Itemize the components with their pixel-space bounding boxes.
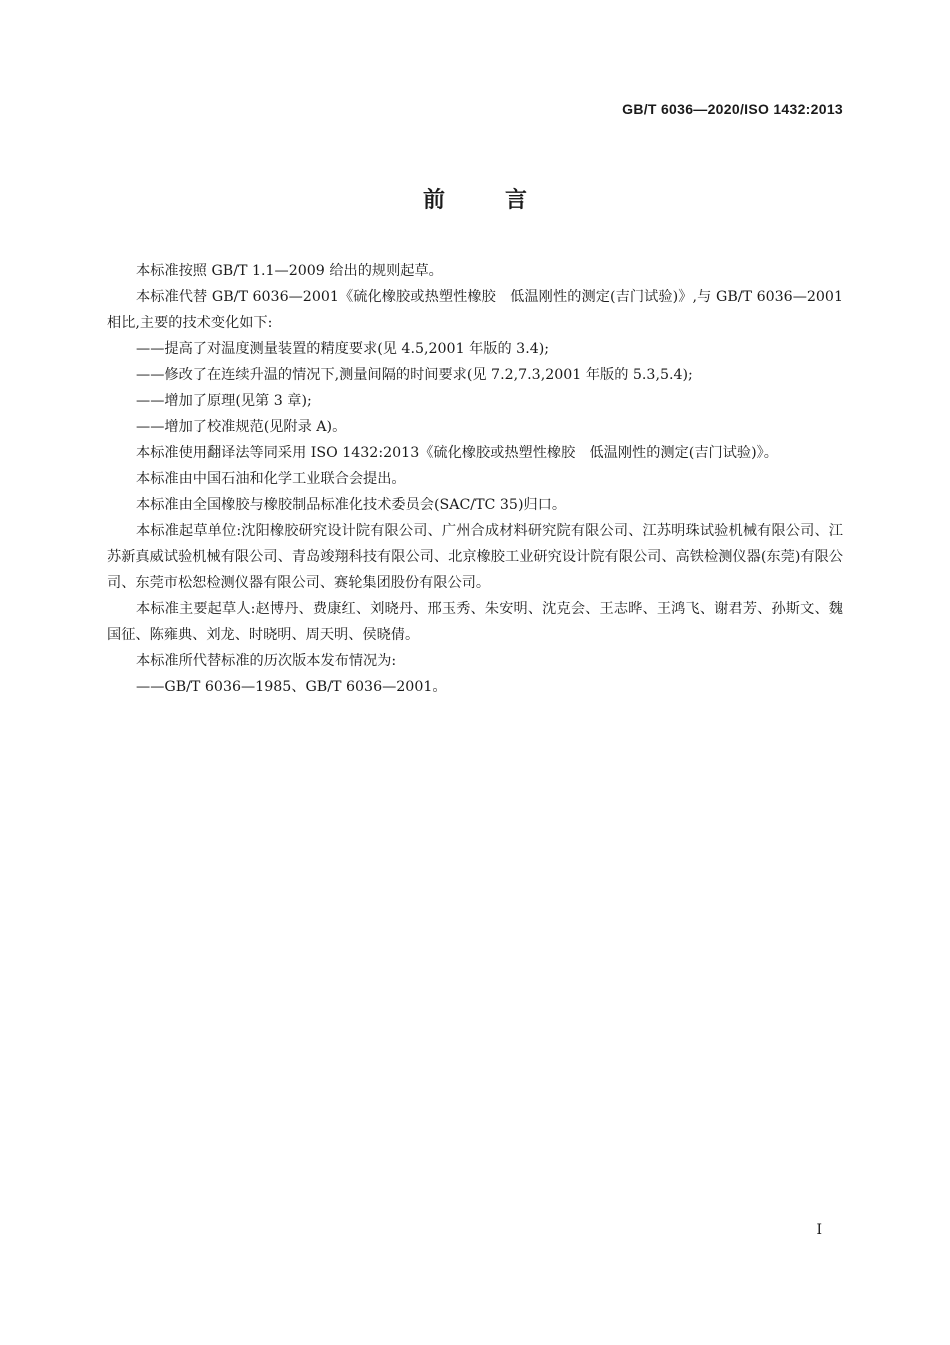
standard-code-header: GB/T 6036—2020/ISO 1432:2013 [622, 101, 843, 117]
paragraph-drafting-units: 本标准起草单位:沈阳橡胶研究设计院有限公司、广州合成材料研究院有限公司、江苏明珠试验机械有限公司、江苏新真威试验机械有限公司、青岛竣翔科技有限公司、北京橡胶工业研究设计院有限公司、高铁检测仪器(东莞)有限公司、东莞市松恕检测仪器有限公司、赛轮集团股份有限公司。 [107, 523, 843, 591]
paragraph-centralized-by: 本标准由全国橡胶与橡胶制品标准化技术委员会(SAC/TC 35)归口。 [136, 497, 567, 513]
page-title: 前言 [422, 188, 587, 213]
foreword-body [107, 258, 843, 700]
page-number: I [816, 1222, 822, 1238]
list-item-change-1: ——提高了对温度测量装置的精度要求(见 4.5,2001 年版的 3.4); [136, 341, 550, 357]
list-item-change-3: ——增加了原理(见第 3 章); [136, 393, 312, 409]
paragraph-drafters: 本标准主要起草人:赵博丹、费康红、刘晓丹、邢玉秀、朱安明、沈克会、王志晔、王鸿飞、谢君芳、孙斯文、魏国征、陈雍典、刘龙、时晓明、周天明、侯晓倩。 [107, 601, 843, 643]
paragraph-iso-adoption: 本标准使用翻译法等同采用 ISO 1432:2013《硫化橡胶或热塑性橡胶 低温刚性的测定(吉门试验)》。 [136, 445, 778, 461]
paragraph-replaces: 本标准代替 GB/T 6036—2001《硫化橡胶或热塑性橡胶 低温刚性的测定(吉门试验)》,与 GB/T 6036—2001 相比,主要的技术变化如下: [107, 289, 843, 331]
list-item-change-4: ——增加了校准规范(见附录 A)。 [136, 419, 347, 435]
list-item-change-2: ——修改了在连续升温的情况下,测量间隔的时间要求(见 7.2,7.3,2001 年版的 5.3,5.4); [136, 367, 693, 383]
list-item-history-versions: ——GB/T 6036—1985、GB/T 6036—2001。 [136, 679, 447, 695]
paragraph-history: 本标准所代替标准的历次版本发布情况为: [136, 653, 397, 669]
paragraph-proposed-by: 本标准由中国石油和化学工业联合会提出。 [136, 471, 406, 487]
paragraph-drafting-rules: 本标准按照 GB/T 1.1—2009 给出的规则起草。 [136, 263, 443, 279]
